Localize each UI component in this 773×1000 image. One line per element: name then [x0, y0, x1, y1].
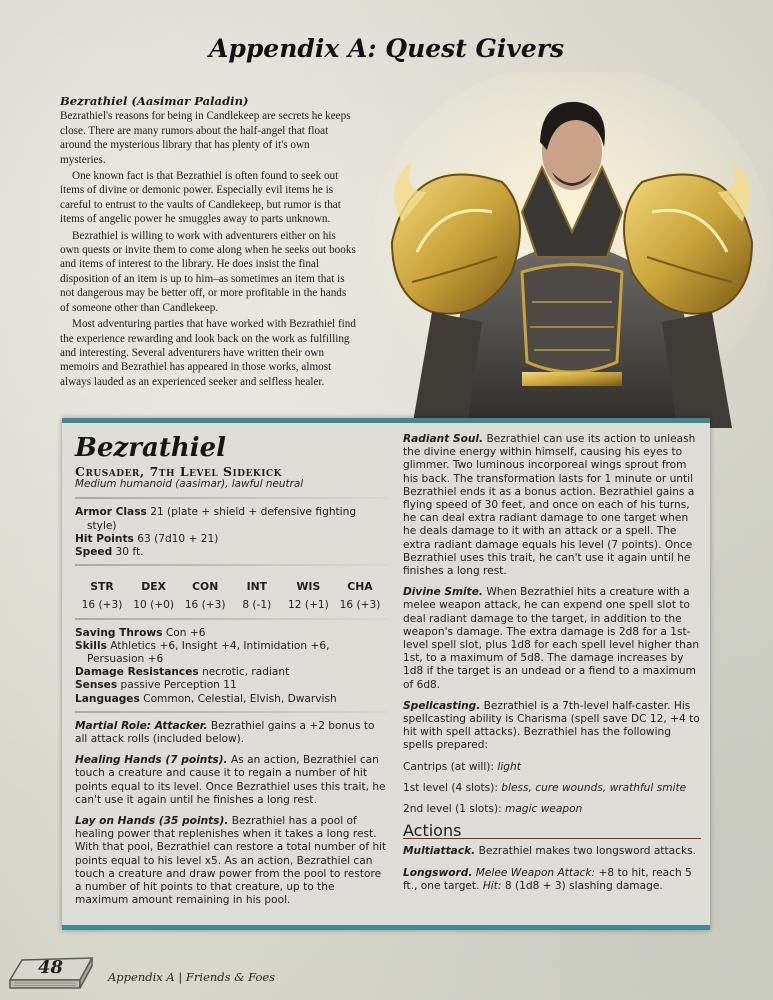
spell-list-1st: [403, 782, 701, 795]
speed-value: 30 ft.: [115, 546, 144, 559]
trait-healing-hands: [75, 754, 387, 807]
ability-int: [234, 580, 280, 612]
ability-scores: [79, 580, 383, 612]
divider: [75, 711, 387, 713]
damage-resistances-label: Damage Resistances: [75, 666, 199, 679]
intro-heading: Bezrathiel (Aasimar Paladin): [60, 94, 249, 108]
statblock-left-column: [75, 433, 387, 915]
footer-text: Appendix A | Friends & Foes: [108, 970, 276, 984]
senses-label: Senses: [75, 679, 118, 692]
intro-section: [60, 94, 356, 391]
trait-text: Bezrathiel can use its action to unleash the divine energy within himself, causing his eyes to glimmer. Two luminous incorporeal wings sprout from his back. The transformation lasts for 1 minute or until Bezrathiel ends it as a bonus action. Bezrathiel gains a flying speed of 30 feet, and once on each of his turns, he can deal extra radiant damage to one target when he deals damage to it with an attack or a spell. The extra radiant damage equals his level (7 points). Once Bezrathiel uses this trait, he can't use it again until he finishes a long rest.: [403, 433, 696, 578]
armor-class-value: 21 (plate + shield + defensive fighting style): [87, 506, 357, 532]
spell-names: light: [497, 760, 521, 773]
armor-class: [75, 506, 387, 532]
trait-martial-role: [75, 720, 387, 746]
trait-lay-on-hands: [75, 815, 387, 907]
spell-names: magic weapon: [505, 803, 583, 816]
intro-paragraph: One known fact is that Bezrathiel is often found to seek out items of divine or demonic power. Especially evil items he is careful to entrust to the vaults of Candlekeep, but rumor is that items of angelic power he smuggles away to parts unknown.: [60, 170, 341, 226]
ability-value: 16 (+3): [184, 599, 226, 612]
action-name: Multiattack.: [403, 845, 476, 858]
ability-value: 8 (-1): [242, 599, 272, 612]
languages: [75, 693, 387, 706]
statblock-right-column: [403, 433, 701, 901]
ability-con: [182, 580, 228, 612]
paladin-portrait-illustration: [372, 72, 772, 428]
ability-value: 16 (+3): [81, 599, 123, 612]
ability-value: 12 (+1): [288, 599, 329, 612]
statblock: [62, 418, 710, 930]
divider: [75, 497, 387, 499]
actions-heading: Actions: [403, 824, 701, 839]
damage-resistances: [75, 666, 387, 679]
trait-divine-smite: [403, 586, 701, 692]
saving-throws: [75, 627, 387, 640]
intro-paragraph: Bezrathiel's reasons for being in Candlekeep are secrets he keeps close. There are many rumors about the half-angel that float around the mysterious library that has plenty of it's own mysteries.: [60, 110, 351, 166]
action-text: +8 to hit, reach 5 ft., one target.: [403, 866, 692, 892]
page-number: 48: [38, 957, 64, 978]
trait-name: Divine Smite.: [403, 586, 483, 599]
creature-type: Medium humanoid (aasimar), lawful neutral: [75, 478, 304, 491]
damage-resistances-value: necrotic, radiant: [202, 666, 290, 679]
ability-name: DEX: [141, 580, 166, 594]
trait-radiant-soul: [403, 433, 701, 578]
trait-text: Bezrathiel gains a +2 bonus to all attack rolls (included below).: [75, 719, 375, 746]
hit-points-label: Hit Points: [75, 532, 134, 545]
trait-name: Spellcasting.: [403, 699, 481, 712]
attack-type: Melee Weapon Attack:: [475, 866, 596, 879]
ability-name: CON: [192, 580, 219, 594]
skills: [75, 640, 387, 666]
hit-points: [75, 533, 387, 546]
trait-spellcasting: [403, 700, 701, 753]
ability-name: INT: [246, 580, 267, 594]
trait-name: Lay on Hands (35 points).: [75, 815, 229, 828]
divider: [75, 618, 387, 620]
ability-name: WIS: [296, 580, 321, 594]
hit-label: Hit:: [482, 879, 502, 892]
trait-text: When Bezrathiel hits a creature with a melee weapon attack, he can expend one spell slot to deal radiant damage to the target, in addition to the weapon's damage. The extra damage is 2d8 for a 1st-level spell slot, plus 1d8 for each spell level higher than 1st, to a maximum of 5d8. The damage increases by 1d8 if the target is an undead or a fiend to a maximum of 6d8.: [403, 586, 700, 691]
ability-value: 10 (+0): [133, 599, 174, 612]
saving-throws-value: Con +6: [165, 626, 206, 639]
saving-throws-label: Saving Throws: [75, 626, 163, 639]
ability-str: [79, 580, 125, 612]
creature-subtitle: Crusader, 7th Level Sidekick: [75, 464, 282, 479]
action-text: 8 (1d8 + 3) slashing damage.: [504, 879, 663, 892]
trait-name: Radiant Soul.: [403, 433, 484, 445]
ability-wis: [285, 580, 331, 612]
intro-paragraph: Bezrathiel is willing to work with adventurers either on his own quests or invite them to come along when he seeks out books and items of interest to the library. He does insist the final disposition of an item is up to him–as sometimes an item that is not dangerous may be better off, or more profitable in the hands of someone other than Candlekeep.: [60, 229, 356, 314]
spell-list-cantrips: [403, 761, 701, 774]
spell-level-label: 1st level (4 slots):: [403, 781, 498, 794]
skills-label: Skills: [75, 639, 107, 652]
armor-class-label: Armor Class: [75, 506, 147, 519]
intro-paragraph: Most adventuring parties that have worked with Bezrathiel find the experience rewarding and look back on the work as fulfilling and interesting. Several adventurers have written their own memoirs and Bezrathiel has appeared in those works, almost always lauded as an experienced seeker and selfless healer.: [60, 318, 356, 388]
action-multiattack: [403, 845, 701, 858]
languages-value: Common, Celestial, Elvish, Dwarvish: [143, 692, 337, 705]
spell-level-label: Cantrips (at will):: [403, 760, 495, 773]
page-title: Appendix A: Quest Givers: [208, 34, 565, 63]
speed: [75, 546, 387, 559]
senses-value: passive Perception 11: [120, 679, 237, 692]
ability-value: 16 (+3): [339, 599, 381, 612]
ability-name: CHA: [347, 580, 373, 594]
trait-text: Bezrathiel is a 7th-level half-caster. His spellcasting ability is Charisma (spell save DC 12, +4 to hit with spell attacks). Bezrathiel has the following spells prepared:: [403, 699, 700, 752]
action-longsword: [403, 867, 701, 893]
action-text: Bezrathiel makes two longsword attacks.: [478, 845, 696, 858]
ability-dex: [131, 580, 177, 612]
hit-points-value: 63 (7d10 + 21): [137, 532, 219, 545]
trait-name: Healing Hands (7 points).: [75, 754, 228, 767]
speed-label: Speed: [75, 546, 113, 559]
action-name: Longsword.: [403, 866, 473, 879]
creature-name: Bezrathiel: [75, 433, 227, 463]
ability-cha: [337, 580, 383, 612]
languages-label: Languages: [75, 692, 140, 705]
trait-text: As an action, Bezrathiel can touch a creature and cause it to regain a number of hit points equal to its level. Once Bezrathiel uses this trait, he can't use it again until he finishes a long rest.: [75, 754, 386, 806]
skills-value: Athletics +6, Insight +4, Intimidation +6, Persuasion +6: [87, 639, 330, 666]
trait-text: Bezrathiel has a pool of healing power that replenishes when it takes a long rest. With that pool, Bezrathiel can restore a total number of hit points equal to his level x5. As an action, Bezrathiel can touch a creature and draw power from the pool to restore a number of hit points to that creature, up to the maximum amount remaining in his pool.: [75, 815, 387, 907]
senses: [75, 679, 387, 692]
spell-level-label: 2nd level (1 slots):: [403, 803, 502, 816]
ability-name: STR: [90, 580, 114, 594]
spell-list-2nd: [403, 803, 701, 816]
spell-names: bless, cure wounds, wrathful smite: [501, 781, 687, 794]
divider: [75, 564, 387, 566]
trait-name: Martial Role: Attacker.: [75, 719, 208, 732]
